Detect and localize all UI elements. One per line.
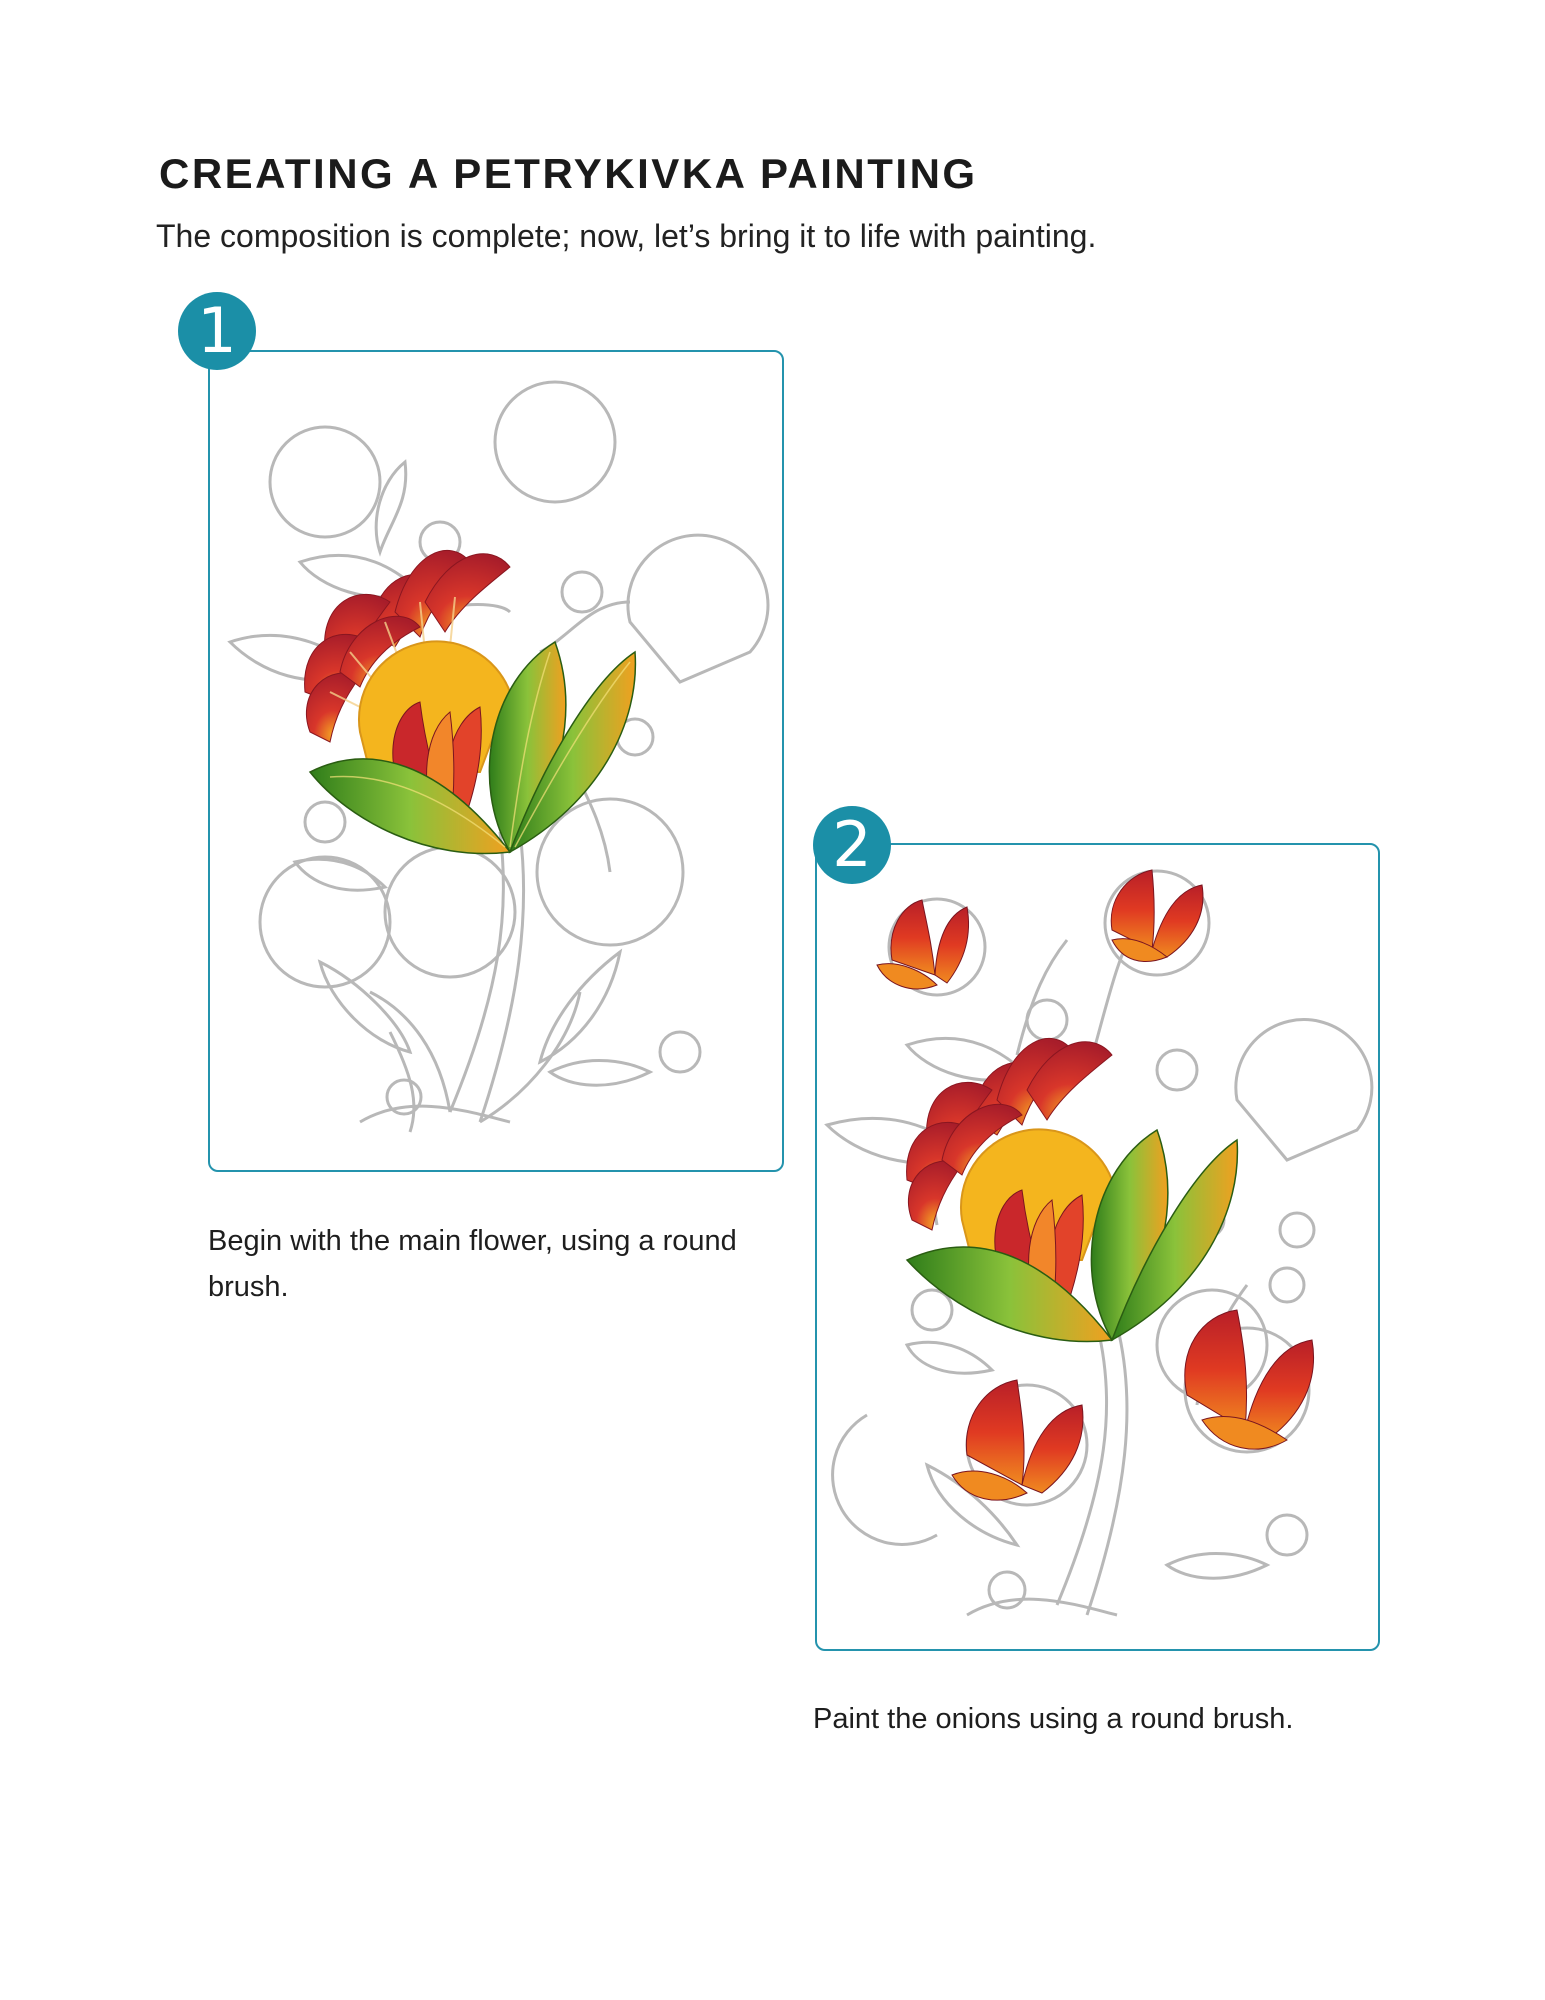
step-1-number-badge: 1 <box>178 292 256 370</box>
step-2-caption: Paint the onions using a round brush. <box>813 1703 1294 1735</box>
onion-bottom-left <box>952 1380 1087 1505</box>
onion-top-left <box>877 899 985 995</box>
page-title: CREATING A PETRYKIVKA PAINTING <box>159 150 978 197</box>
step-1-caption: Begin with the main flower, using a round brush. <box>208 1225 737 1303</box>
step-2-illustration <box>815 843 1380 1651</box>
onion-bottom-right <box>1185 1310 1314 1452</box>
intro-text: The composition is complete; now, let’s bring it to life with painting. <box>156 218 1097 254</box>
main-flower-painting <box>305 550 636 853</box>
step-1-illustration <box>208 350 784 1172</box>
step-2-number-badge: 2 <box>813 806 891 884</box>
onion-top-right <box>1105 870 1209 975</box>
